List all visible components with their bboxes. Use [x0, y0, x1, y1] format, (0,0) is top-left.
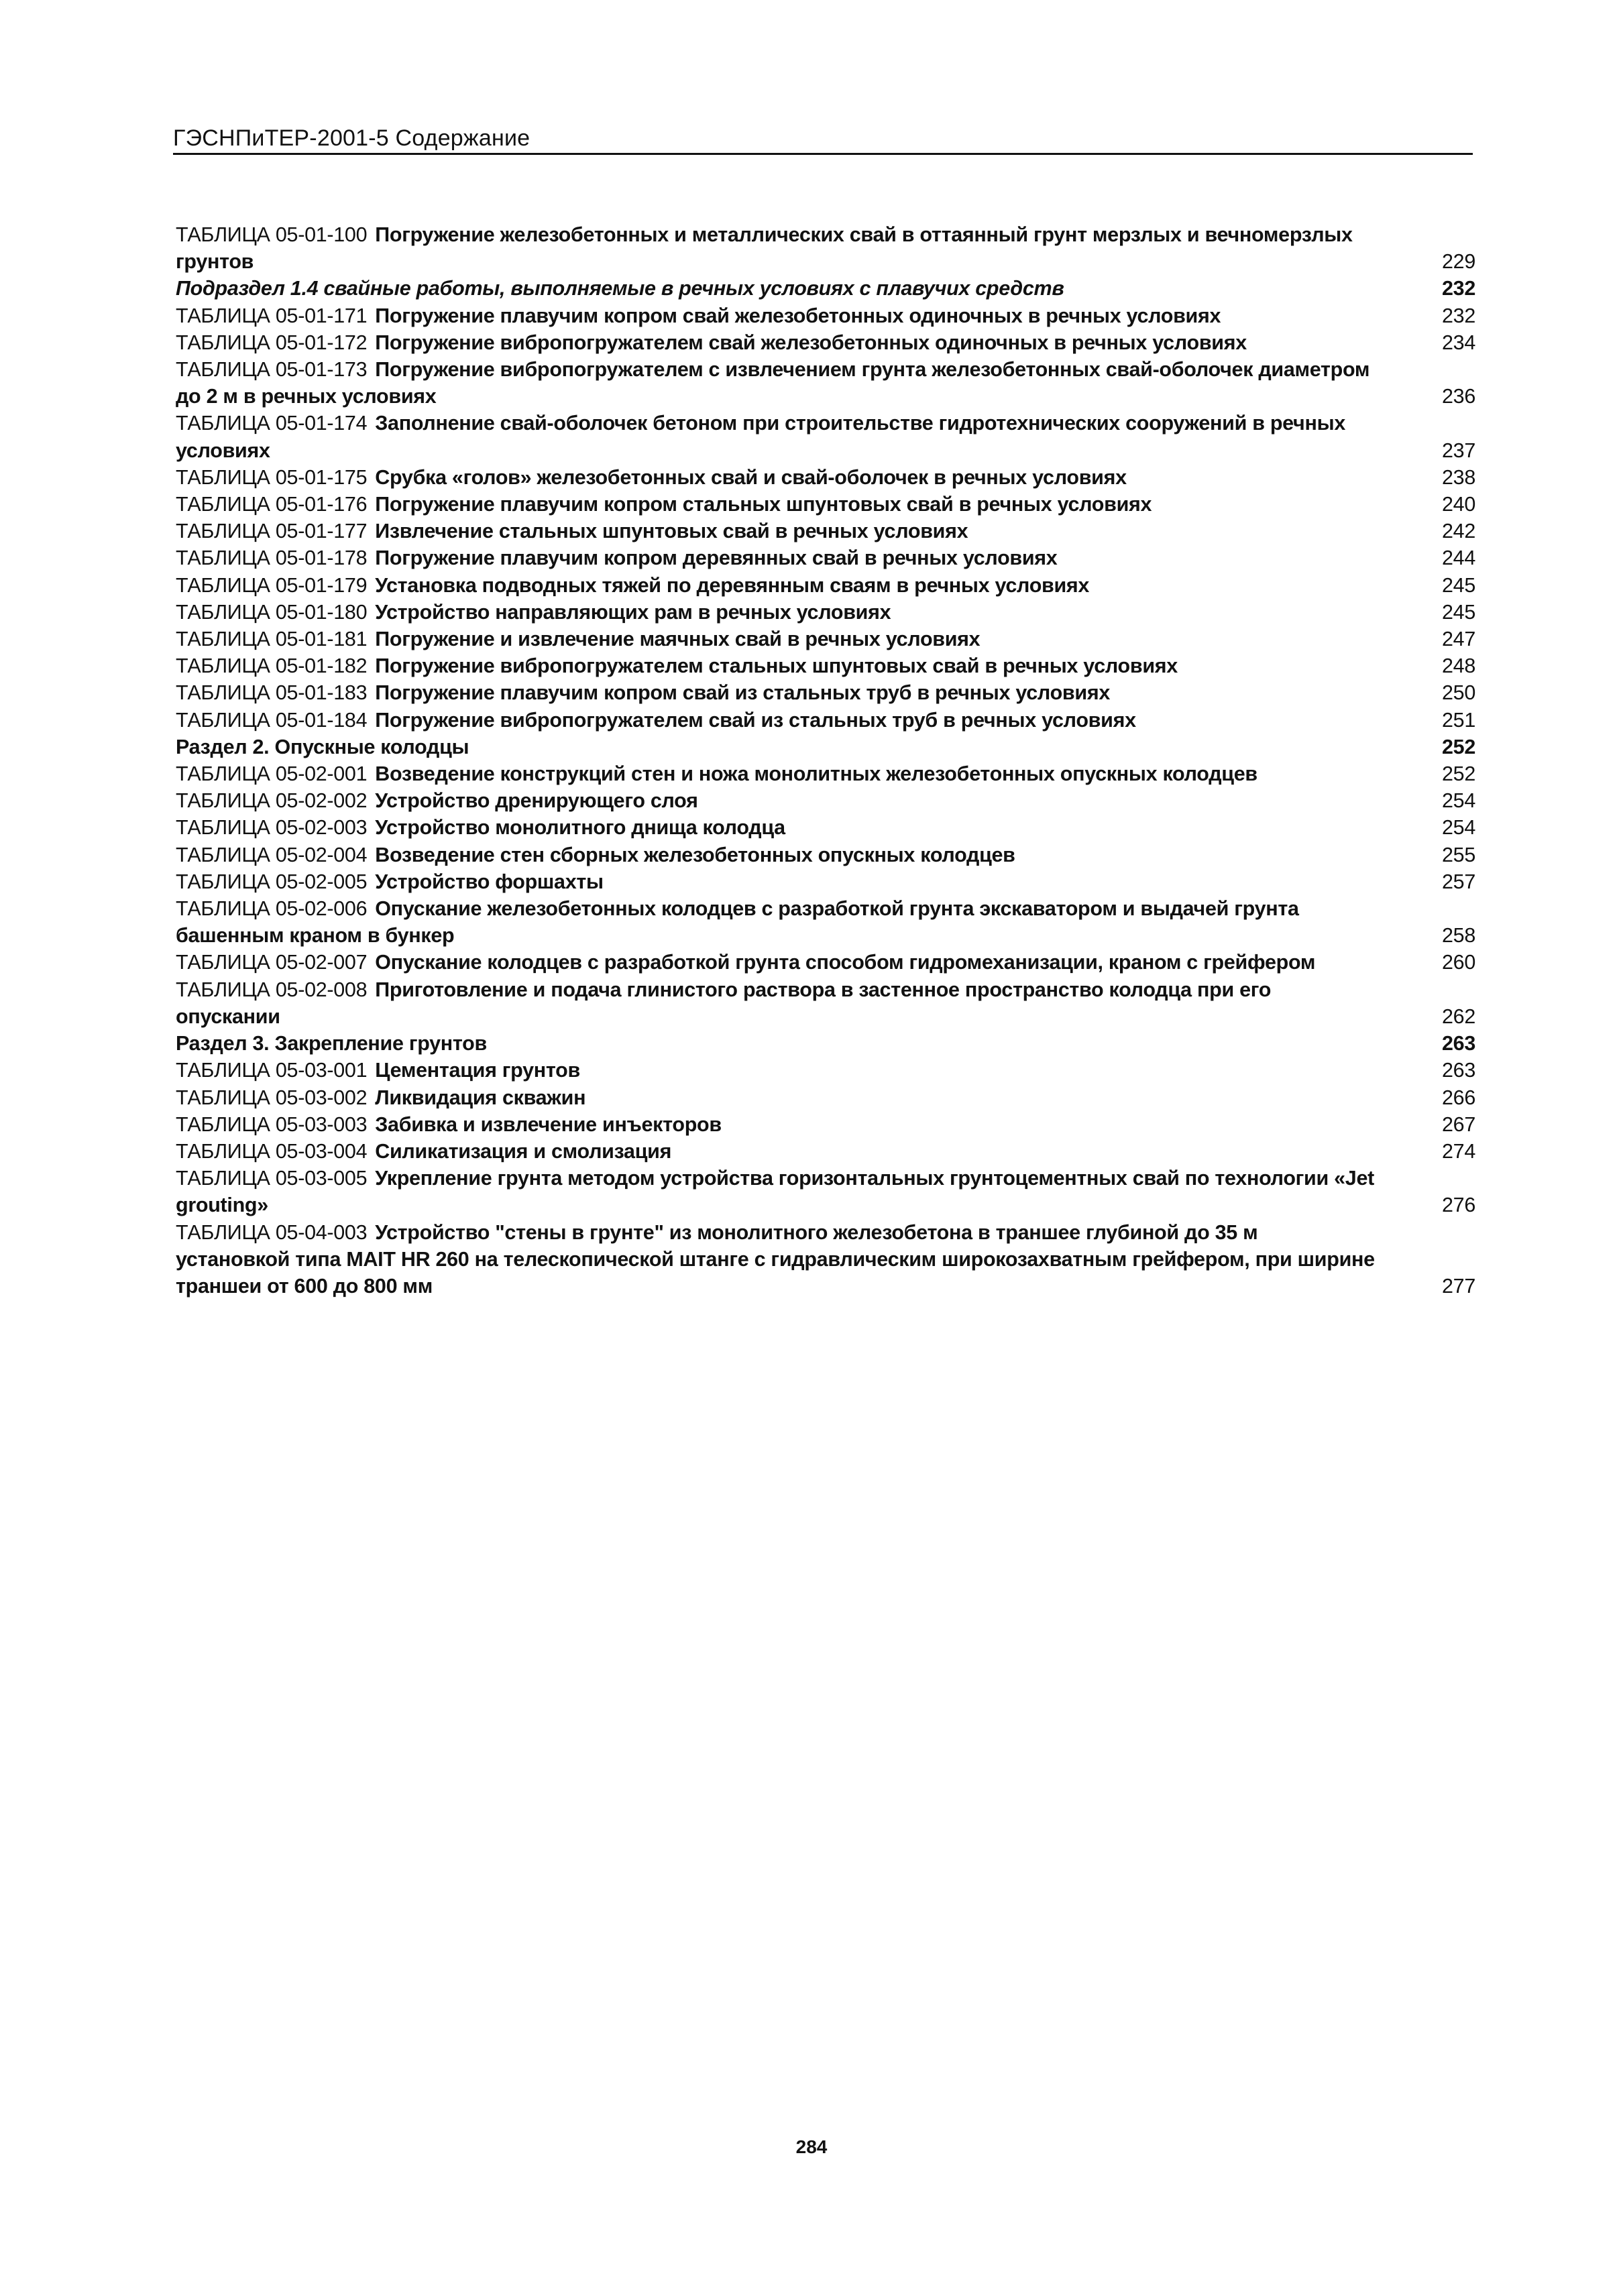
toc-entry [176, 599, 1475, 626]
toc-table-code: ТАБЛИЦА 05-01-184 [176, 708, 368, 732]
toc-entry-text: Погружение и извлечение маячных свай в речных условиях [375, 628, 981, 651]
toc-table-code: ТАБЛИЦА 05-03-004 [176, 1139, 368, 1163]
toc-table-code: ТАБЛИЦА 05-03-005 [176, 1167, 368, 1190]
toc-entry [176, 707, 1475, 734]
toc-page-number: 242 [1442, 520, 1475, 543]
toc-entry-text: Цементация грунтов [375, 1059, 580, 1082]
toc-entry [176, 626, 1475, 652]
toc-entry-title [176, 976, 1376, 1030]
toc-entry-title [176, 302, 1376, 329]
toc-entry-title [176, 275, 1376, 302]
toc-table-code: ТАБЛИЦА 05-03-002 [176, 1086, 368, 1109]
toc-entry-text: Возведение стен сборных железобетонных опускных колодцев [375, 843, 1015, 866]
toc-entry [176, 814, 1475, 841]
toc-entry-text: Опускание колодцев с разработкой грунта способом гидромеханизации, краном с грейфером [375, 951, 1316, 974]
toc-entry-text: Погружение вибропогружателем свай из стальных труб в речных условиях [375, 708, 1136, 732]
toc-entry [176, 1165, 1475, 1218]
toc-entry-text: Приготовление и подача глинистого раствора в застенное пространство колодца при его опускании [176, 978, 1272, 1028]
toc-entry [176, 1057, 1475, 1084]
toc-page-number: 251 [1442, 708, 1475, 732]
toc-page-number: 252 [1442, 735, 1475, 758]
page-number: 284 [795, 2136, 828, 2157]
toc-entry [176, 787, 1475, 814]
toc-table-code: ТАБЛИЦА 05-01-182 [176, 654, 368, 678]
toc-entry-title [176, 464, 1376, 491]
toc-table-code: ТАБЛИЦА 05-01-181 [176, 628, 368, 651]
toc-subsection-heading [176, 275, 1475, 302]
toc-table-code: ТАБЛИЦА 05-02-001 [176, 762, 368, 786]
toc-entry [176, 491, 1475, 518]
toc-entry-text: Погружение плавучим копром свай железобетонных одиночных в речных условиях [375, 304, 1221, 327]
toc-entry-title [176, 895, 1376, 949]
toc-entry-title [176, 734, 1376, 760]
toc-entry-title [176, 760, 1376, 787]
toc-page-number: 229 [1442, 250, 1475, 274]
header-title: ГЭСНПиТЕР-2001-5 Содержание [173, 125, 530, 151]
toc-entry-title [176, 868, 1376, 895]
toc-page-number: 254 [1442, 789, 1475, 813]
toc-page-number: 250 [1442, 681, 1475, 705]
toc-page-number: 257 [1442, 870, 1475, 893]
toc-page-number: 255 [1442, 843, 1475, 866]
toc-table-code: ТАБЛИЦА 05-01-175 [176, 465, 368, 489]
toc-entry-title [176, 679, 1376, 706]
toc-entry-text: Раздел 2. Опускные колодцы [176, 735, 469, 758]
toc-entry-text: Погружение железобетонных и металлических свай в оттаянный грунт мерзлых и вечномерзлых грунтов [176, 223, 1353, 274]
toc-table-code: ТАБЛИЦА 05-03-001 [176, 1059, 368, 1082]
toc-entry-title [176, 1219, 1376, 1300]
toc-entry-title [176, 1057, 1376, 1084]
toc-entry [176, 1138, 1475, 1165]
toc-entry-title [176, 1138, 1376, 1165]
toc-entry-text: Подраздел 1.4 свайные работы, выполняемые в речных условиях с плавучих средств [176, 277, 1064, 300]
toc-entry-text: Погружение плавучим копром деревянных свай в речных условиях [375, 547, 1058, 570]
toc-entry [176, 518, 1475, 544]
toc-entry [176, 652, 1475, 679]
toc-table-code: ТАБЛИЦА 05-01-173 [176, 358, 368, 382]
toc-table-code: ТАБЛИЦА 05-01-172 [176, 331, 368, 354]
toc-page-number: 238 [1442, 465, 1475, 489]
toc-table-code: ТАБЛИЦА 05-02-004 [176, 843, 368, 866]
toc-entry [176, 356, 1475, 410]
toc-entry [176, 868, 1475, 895]
toc-entry-title [176, 356, 1376, 410]
toc-section-heading [176, 734, 1475, 760]
toc-page-number: 267 [1442, 1112, 1475, 1136]
toc-page-number: 247 [1442, 628, 1475, 651]
toc-entry-title [176, 1030, 1376, 1057]
toc-table-code: ТАБЛИЦА 05-01-180 [176, 600, 368, 624]
toc-entry-text: Устройство направляющих рам в речных условиях [375, 600, 891, 624]
toc-table-code: ТАБЛИЦА 05-02-006 [176, 897, 368, 921]
toc-entry [176, 1219, 1475, 1300]
toc-entry-text: Погружение вибропогружателем свай железобетонных одиночных в речных условиях [375, 331, 1247, 354]
toc-entry [176, 221, 1475, 275]
toc-table-code: ТАБЛИЦА 05-01-176 [176, 493, 368, 516]
toc-page-number: 232 [1442, 277, 1475, 300]
toc-table-code: ТАБЛИЦА 05-02-007 [176, 951, 368, 974]
toc-page-number: 277 [1442, 1274, 1475, 1298]
toc-entry-text: Ликвидация скважин [375, 1086, 586, 1109]
toc-table-code: ТАБЛИЦА 05-03-003 [176, 1112, 368, 1136]
toc-entry-text: Укрепление грунта методом устройства горизонтальных грунтоцементных свай по технологии «Jet grouting» [176, 1167, 1374, 1217]
toc-table-code: ТАБЛИЦА 05-01-179 [176, 573, 368, 597]
toc-entry-title [176, 626, 1376, 652]
toc-entry-text: Извлечение стальных шпунтовых свай в речных условиях [375, 520, 968, 543]
toc-entry [176, 572, 1475, 599]
toc-section-heading [176, 1030, 1475, 1057]
toc-page-number: 252 [1442, 762, 1475, 786]
toc-entry-title [176, 410, 1376, 463]
toc-page-number: 258 [1442, 924, 1475, 948]
toc-entry [176, 1111, 1475, 1138]
toc-page-number: 262 [1442, 1005, 1475, 1028]
toc-page-number: 237 [1442, 439, 1475, 462]
toc-table-code: ТАБЛИЦА 05-01-178 [176, 547, 368, 570]
toc-entry [176, 949, 1475, 976]
toc-entry-title [176, 1111, 1376, 1138]
toc-entry-title [176, 544, 1376, 571]
toc-table-code: ТАБЛИЦА 05-01-183 [176, 681, 368, 705]
toc-entry-title [176, 1165, 1376, 1218]
toc-table-code: ТАБЛИЦА 05-01-100 [176, 223, 368, 246]
toc-entry-title [176, 842, 1376, 868]
toc-table-code: ТАБЛИЦА 05-02-002 [176, 789, 368, 813]
toc-page-number: 236 [1442, 385, 1475, 408]
toc-entry-text: Устройство монолитного днища колодца [375, 816, 785, 840]
toc-entry [176, 679, 1475, 706]
running-header [173, 121, 1473, 155]
toc-entry [176, 842, 1475, 868]
toc-entry-text: Погружение вибропогружателем с извлечением грунта железобетонных свай-оболочек диаметром до 2 м в речных условиях [176, 358, 1370, 408]
toc-table-code: ТАБЛИЦА 05-01-174 [176, 412, 368, 435]
toc-page-number: 260 [1442, 951, 1475, 974]
toc-entry-text: Раздел 3. Закрепление грунтов [176, 1032, 487, 1055]
toc-table-code: ТАБЛИЦА 05-02-003 [176, 816, 368, 840]
toc-entry [176, 410, 1475, 463]
toc-page-number: 240 [1442, 493, 1475, 516]
toc-page-number: 232 [1442, 304, 1475, 327]
toc-entry-text: Устройство "стены в грунте" из монолитного железобетона в траншее глубиной до 35 м установкой типа MAIT HR 260 на телескопической штанге с гидравлическим широкозахватным грейфером, при ширине траншеи от 600 до 800 мм [176, 1220, 1375, 1298]
toc-entry-text: Погружение плавучим копром стальных шпунтовых свай в речных условиях [375, 493, 1152, 516]
toc-entry-title [176, 787, 1376, 814]
toc-page-number: 245 [1442, 573, 1475, 597]
toc-entry-text: Силикатизация и смолизация [375, 1139, 672, 1163]
toc-page-number: 263 [1442, 1032, 1475, 1055]
table-of-contents [176, 221, 1475, 1300]
toc-entry-title [176, 329, 1376, 356]
toc-entry-text: Заполнение свай-оболочек бетоном при строительстве гидротехнических сооружений в речных условиях [176, 412, 1345, 462]
toc-table-code: ТАБЛИЦА 05-01-171 [176, 304, 368, 327]
toc-entry-text: Срубка «голов» железобетонных свай и свай-оболочек в речных условиях [375, 465, 1127, 489]
toc-entry [176, 760, 1475, 787]
toc-entry [176, 464, 1475, 491]
toc-page-number: 263 [1442, 1059, 1475, 1082]
toc-page-number: 254 [1442, 816, 1475, 840]
toc-entry-title [176, 1084, 1376, 1111]
toc-page-number: 276 [1442, 1194, 1475, 1217]
toc-entry-text: Устройство дренирующего слоя [375, 789, 698, 813]
toc-entry [176, 329, 1475, 356]
toc-page-number: 234 [1442, 331, 1475, 354]
toc-entry-title [176, 949, 1376, 976]
toc-entry-title [176, 814, 1376, 841]
toc-page-number: 248 [1442, 654, 1475, 678]
toc-entry-text: Возведение конструкций стен и ножа монолитных железобетонных опускных колодцев [375, 762, 1257, 786]
toc-entry-title [176, 518, 1376, 544]
toc-entry-title [176, 491, 1376, 518]
toc-entry-title [176, 599, 1376, 626]
toc-entry [176, 895, 1475, 949]
toc-entry-text: Установка подводных тяжей по деревянным сваям в речных условиях [375, 573, 1090, 597]
toc-entry [176, 1084, 1475, 1111]
toc-entry [176, 302, 1475, 329]
toc-page-number: 274 [1442, 1139, 1475, 1163]
toc-entry-text: Забивка и извлечение инъекторов [375, 1112, 722, 1136]
toc-table-code: ТАБЛИЦА 05-02-008 [176, 978, 368, 1001]
toc-entry-text: Опускание железобетонных колодцев с разработкой грунта экскаватором и выдачей грунта башенным краном в бункер [176, 897, 1299, 948]
toc-entry-title [176, 572, 1376, 599]
toc-entry-text: Устройство форшахты [375, 870, 604, 893]
toc-entry-title [176, 707, 1376, 734]
toc-entry-text: Погружение вибропогружателем стальных шпунтовых свай в речных условиях [375, 654, 1178, 678]
toc-entry [176, 976, 1475, 1030]
toc-page-number: 266 [1442, 1086, 1475, 1109]
toc-entry-title [176, 221, 1376, 275]
toc-page-number: 244 [1442, 547, 1475, 570]
toc-table-code: ТАБЛИЦА 05-04-003 [176, 1220, 368, 1244]
toc-table-code: ТАБЛИЦА 05-01-177 [176, 520, 368, 543]
toc-entry-text: Погружение плавучим копром свай из стальных труб в речных условиях [375, 681, 1110, 705]
toc-page-number: 245 [1442, 600, 1475, 624]
toc-entry [176, 544, 1475, 571]
toc-table-code: ТАБЛИЦА 05-02-005 [176, 870, 368, 893]
toc-entry-title [176, 652, 1376, 679]
